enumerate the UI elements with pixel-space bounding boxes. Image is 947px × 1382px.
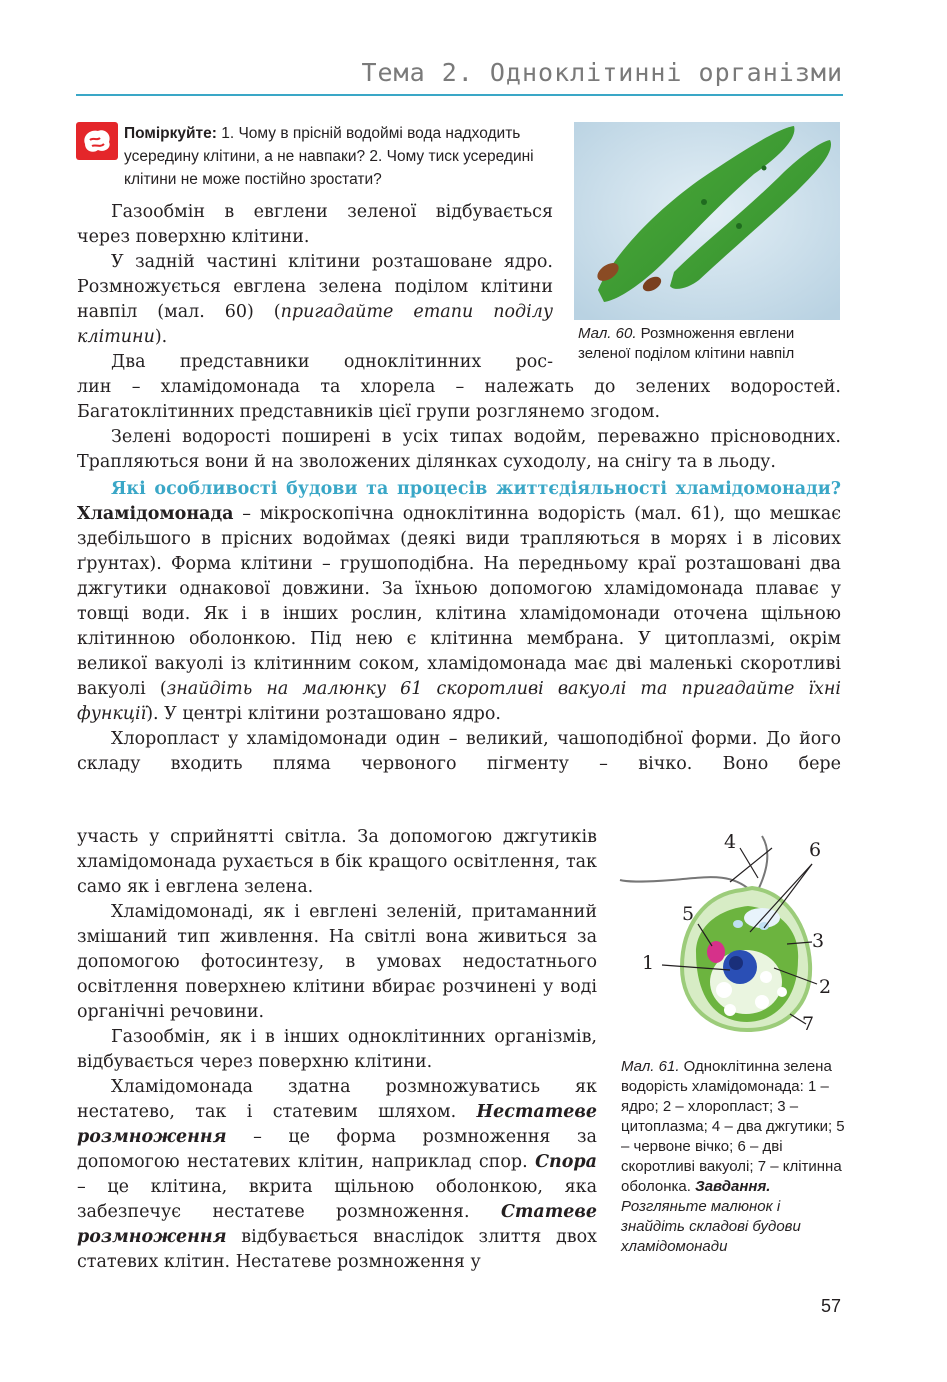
chlamydomonas-diagram xyxy=(612,832,844,1054)
text-block-lower xyxy=(77,825,597,1275)
page-number: 57 xyxy=(820,1296,841,1316)
paragraph: Хламідомонаді, як і евглені зеленій, притаманний змішаний тип живлення. На світлі вона живиться за допомогою фотосинтезу, в умовах недостатнього освітлення поверхнею клітини вбирає розчинені у воді органічні речовини. xyxy=(77,902,597,1022)
diagram-label-2: 2 xyxy=(819,976,832,998)
figure-61-text: Одноклітинна зелена водорість хламідомонада: 1 – ядро; 2 – хлоропласт; 3 – цитоплазма; 4 – два джгутики; 5 – червоне вічко; 6 – дві скоротливі вакуолі; 7 – клітинна оболонка. xyxy=(621,1058,845,1195)
diagram-label-1: 1 xyxy=(642,952,655,974)
text-block-full xyxy=(77,375,841,777)
euglena-division-photo xyxy=(574,122,840,320)
section-question: Які особливості будови та процесів життєдіяльності хламідомонади? xyxy=(111,479,841,499)
figure-61-caption xyxy=(621,1057,845,1257)
figure-60-text: Розмноження евглени зеленої поділом клітини навпіл xyxy=(578,325,795,362)
diagram-label-7: 7 xyxy=(802,1013,815,1035)
diagram-label-6: 6 xyxy=(809,839,822,861)
figure-60-label: Мал. 60. xyxy=(578,325,637,342)
paragraph: Хлоропласт у хламідомонади один – великий, чашоподібної форми. До його складу входить пляма червоного пігменту – вічко. Воно бере xyxy=(77,729,841,774)
think-brain-icon xyxy=(76,122,118,160)
diagram-label-3: 3 xyxy=(812,930,825,952)
paragraph: Два представники одноклітинних рос- xyxy=(111,352,553,372)
think-label: Поміркуйте: xyxy=(124,125,217,142)
figure-60-caption xyxy=(578,324,842,364)
think-text: 1. Чому в прісній водоймі вода надходить усередину клітини, а не навпаки? 2. Чому тиск усередині клітини не може постійно зростати? xyxy=(124,125,534,188)
think-question-box xyxy=(124,122,554,191)
diagram-label-4: 4 xyxy=(724,832,737,853)
text-block-upper xyxy=(77,200,553,375)
paragraph: участь у сприйнятті світла. За допомогою джгутиків хламідомонада рухається в бік кращого освітлення, так само як і евглена зелена. xyxy=(77,827,597,897)
paragraph: У задній частині клітини розташоване ядро. Розмножується евглена зелена поділом клітини навпіл (мал. 60) (пригадайте етапи поділу клітини). xyxy=(77,252,554,347)
paragraph: Які особливості будови та процесів життєдіяльності хламідомонади? Хламідомонада – мікроскопічна одноклітинна водорість (мал. 61), що мешкає здебільшого в прісних водоймах (деякі види трапляються в морях і в лісових ґрунтах). Форма клітини – грушоподібна. На передньому краї розташовані два джгутики однакової довжини. За їхньою допомогою хламідомонада плаває у товщі води. Як і в інших рослин, клітина хламідомонади оточена щільною клітинною оболонкою. Під нею є клітинна мембрана. У цитоплазмі, окрім великої вакуолі із клітинним соком, хламідомонада має дві маленькі скоротливі вакуолі (знайдіть на малюнку 61 скоротливі вакуолі та пригадайте їхні функції). У центрі клітини розташовано ядро. xyxy=(77,479,841,724)
chapter-header-title: Тема 2. Одноклітинні організми xyxy=(361,58,843,87)
header-divider xyxy=(76,94,843,96)
figure-61-task-label: Завдання. xyxy=(695,1178,771,1195)
diagram-label-5: 5 xyxy=(682,903,695,925)
paragraph: Хламідомонада здатна розмножуватись як нестатево, так і статевим шляхом. Нестатеве розмноження – це форма розмноження за допомогою нестатевих клітин, наприклад спор. Спора – це клітина, вкрита щільною оболонкою, яка забезпечує нестатеве розмноження. Статеве розмноження відбувається внаслідок злиття двох статевих клітин. Нестатеве розмноження у xyxy=(77,1077,597,1272)
paragraph: Зелені водорості поширені в усіх типах водойм, переважно прісноводних. Трапляються вони й на зволожених ділянках суходолу, на снігу та в льоду. xyxy=(77,427,841,472)
paragraph: Газообмін в евглени зеленої відбувається через поверхню клітини. xyxy=(77,202,553,247)
figure-61-label: Мал. 61. xyxy=(621,1058,680,1075)
paragraph: лин – хламідомонада та хлорела – належать до зелених водоростей. Багатоклітинних представників цієї групи розглянемо згодом. xyxy=(77,377,841,422)
paragraph: Газообмін, як і в інших одноклітинних організмів, відбувається через поверхню клітини. xyxy=(77,1027,597,1072)
figure-61-task-text: Розгляньте малюнок і знайдіть складові будови хламідомонади xyxy=(621,1198,801,1255)
